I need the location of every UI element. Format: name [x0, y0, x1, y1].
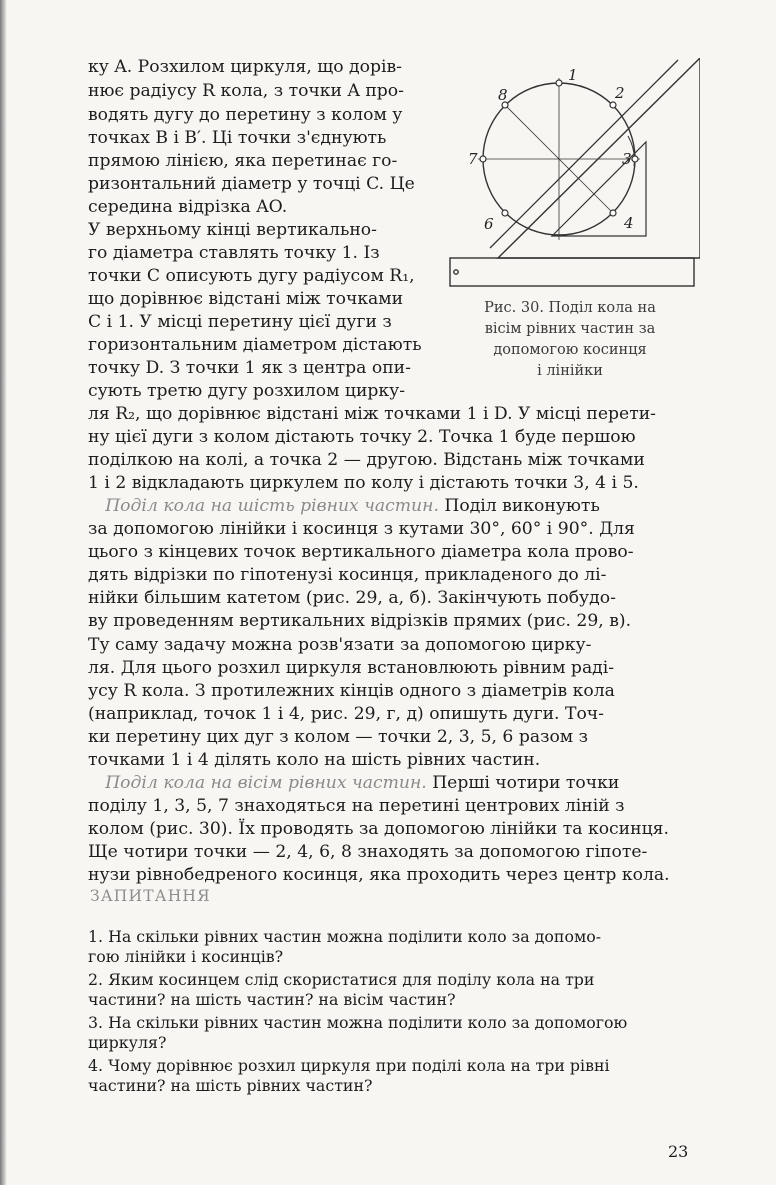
- question-line: частини? на шість частин? на вісім частин?: [88, 990, 456, 1009]
- point-7: [480, 156, 486, 162]
- text-line: горизонтальним діаметром дістають: [88, 335, 422, 355]
- text-line: нузи рівнобедреного косинця, яка проходить через центр кола.: [88, 865, 670, 885]
- section-eight-first-rest: Перші чотири точки: [426, 773, 620, 793]
- text-line: водять дугу до перетину з колом у: [88, 105, 403, 125]
- text-line: Ще чотири точки — 2, 4, 6, 8 знаходять за допомогою гіпоте-: [88, 842, 648, 862]
- text-line: точку D. З точки 1 як з центра опи-: [88, 358, 411, 378]
- label-8: 8: [498, 86, 508, 104]
- section-eight-title: Поділ кола на вісім рівних частин.: [105, 773, 427, 793]
- text-line: ки перетину цих дуг з колом — точки 2, 3, 5, 6 разом з: [88, 727, 589, 747]
- text-line: ля R₂, що дорівнює відстані між точками 1 і D. У місці перети-: [88, 404, 656, 424]
- text-line: нює радіусу R кола, з точки A про-: [88, 81, 404, 101]
- text-line: ку A. Розхилом циркуля, що дорів-: [88, 57, 402, 77]
- text-line: ля. Для цього розхил циркуля встановлюють рівним раді-: [88, 658, 615, 678]
- label-1: 1: [568, 66, 578, 84]
- text-line: цього з кінцевих точок вертикального діаметра кола прово-: [88, 542, 634, 562]
- text-line: точках B і B′. Ці точки з'єднують: [88, 128, 387, 148]
- text-line: за допомогою лінійки і косинця з кутами 30°, 60° і 90°. Для: [88, 519, 635, 539]
- text-line: колом (рис. 30). Їх проводять за допомогою лінійки та косинця.: [88, 819, 669, 839]
- text-line: (наприклад, точок 1 і 4, рис. 29, г, д) опишуть дуги. Точ-: [88, 704, 604, 724]
- section-six-title: Поділ кола на шість рівних частин.: [105, 496, 439, 516]
- text-line: дять відрізки по гіпотенузі косинця, прикладеного до лі-: [88, 565, 607, 585]
- text-line: поділкою на колі, а точка 2 — другою. Відстань між точками: [88, 450, 645, 470]
- point-4: [610, 210, 616, 216]
- set-square-large: [498, 58, 700, 258]
- question-line: 2. Яким косинцем слід скористатися для поділу кола на три: [88, 970, 595, 989]
- point-2: [610, 102, 616, 108]
- figure-caption-line: допомогою косинця: [493, 342, 647, 358]
- section-eight-first-line: [88, 772, 619, 794]
- text-line: ву проведенням вертикальних відрізків прямих (рис. 29, в).: [88, 611, 632, 631]
- text-line: прямою лінією, яка перетинає го-: [88, 151, 398, 171]
- diagonal-line: [490, 60, 678, 248]
- text-line: го діаметра ставлять точку 1. Із: [88, 243, 380, 263]
- question-line: 4. Чому дорівнює розхил циркуля при поділі кола на три рівні: [88, 1056, 610, 1075]
- label-2: 2: [615, 84, 625, 102]
- question-line: циркуля?: [88, 1033, 167, 1052]
- ruler-shape: [450, 258, 694, 286]
- section-six-first-line: [88, 495, 600, 517]
- label-4: 4: [624, 214, 634, 232]
- figure-caption-line: Рис. 30. Поділ кола на: [484, 300, 656, 316]
- figure-caption-line: і лінійки: [537, 363, 603, 379]
- figure-caption-line: вісім рівних частин за: [484, 321, 656, 337]
- point-1: [556, 80, 562, 86]
- text-line: точки C описують дугу радіусом R₁,: [88, 266, 415, 286]
- text-line: нійки більшим катетом (рис. 29, a, б). Закінчують побудо-: [88, 588, 616, 608]
- text-line: поділу 1, 3, 5, 7 знаходяться на перетині центрових ліній з: [88, 796, 625, 816]
- text-line: C і 1. У місці перетину цієї дуги з: [88, 312, 392, 332]
- label-6: 6: [484, 215, 494, 233]
- text-line: Ту саму задачу можна розв'язати за допомогою цирку-: [88, 635, 592, 655]
- page-number: 23: [668, 1142, 689, 1161]
- point-3: [632, 156, 638, 162]
- text-line: сують третю дугу розхилом цирку-: [88, 381, 406, 401]
- text-line: ну цієї дуги з колом дістають точку 2. Точка 1 буде першою: [88, 427, 636, 447]
- question-line: 3. На скільки рівних частин можна поділити коло за допомогою: [88, 1013, 628, 1032]
- question-line: гою лінійки і косинців?: [88, 947, 284, 966]
- text-line: усу R кола. З протилежних кінців одного з діаметрів кола: [88, 681, 615, 701]
- section-six-first-rest: Поділ виконують: [438, 496, 600, 516]
- text-line: точками 1 і 4 ділять коло на шість рівних частин.: [88, 750, 541, 770]
- figure-30-circle-division: [438, 58, 700, 294]
- point-6: [502, 210, 508, 216]
- label-7: 7: [468, 150, 478, 168]
- label-3: 3: [622, 150, 632, 168]
- text-line: 1 і 2 відкладають циркулем по колу і дістають точки 3, 4 і 5.: [88, 473, 639, 493]
- text-line: ризонтальний діаметр у точці C. Це: [88, 174, 415, 194]
- ruler-hole: [454, 270, 458, 274]
- questions-heading: ЗАПИТАННЯ: [90, 887, 211, 905]
- text-line: У верхньому кінці вертикально-: [88, 220, 377, 240]
- question-line: частини? на шість рівних частин?: [88, 1076, 373, 1095]
- text-line: середина відрізка AO.: [88, 197, 288, 217]
- text-line: що дорівнює відстані між точками: [88, 289, 404, 309]
- question-line: 1. На скільки рівних частин можна поділити коло за допомо-: [88, 927, 602, 946]
